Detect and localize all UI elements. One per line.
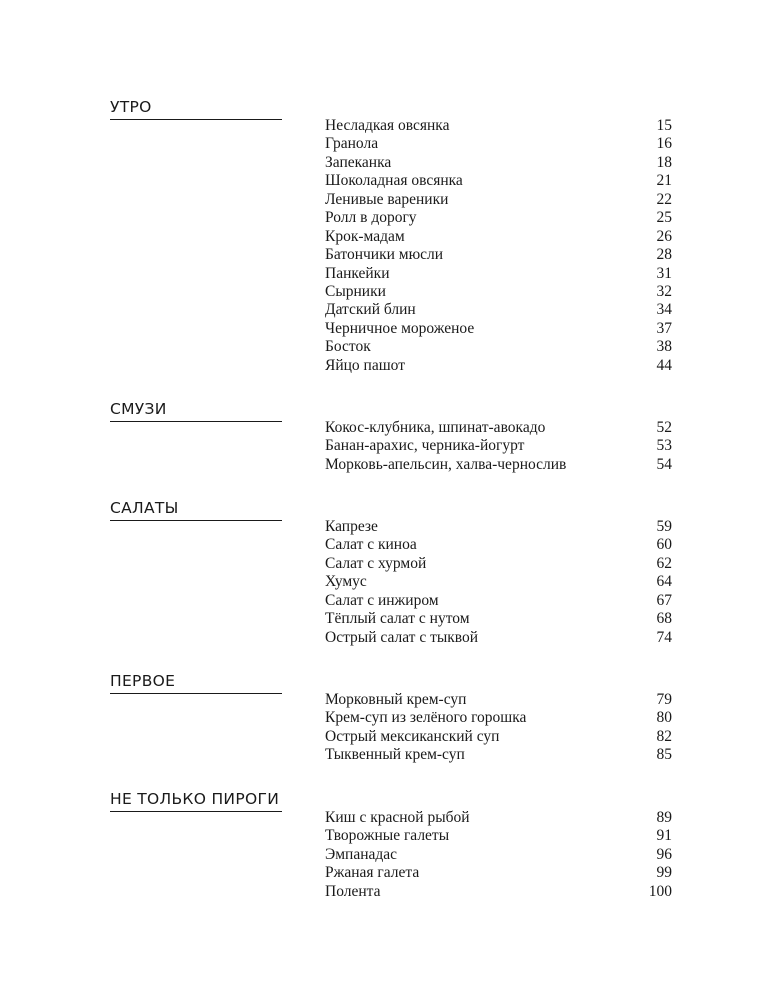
entry-title: Салат с инжиром [325, 591, 439, 609]
entry-title: Гранола [325, 135, 379, 153]
toc-entry[interactable] [325, 592, 672, 610]
entry-title: Черничное мороженое [325, 319, 475, 337]
entry-page-number: 34 [656, 301, 672, 319]
entry-title: Эмпанадас [325, 845, 398, 863]
entry-page-number: 32 [656, 282, 672, 300]
entry-page-number: 59 [656, 518, 672, 535]
entry-title: Ленивые вареники [325, 190, 449, 208]
section-title: СМУЗИ [110, 399, 282, 422]
toc-entry[interactable] [325, 265, 672, 283]
section-title: НЕ ТОЛЬКО ПИРОГИ [110, 789, 282, 812]
entry-page-number: 52 [656, 419, 672, 436]
section-items [325, 117, 672, 375]
toc-entry[interactable] [325, 246, 672, 264]
entry-title: Тыквенный крем-суп [325, 746, 465, 764]
entry-page-number: 74 [656, 628, 672, 646]
entry-page-number: 26 [656, 227, 672, 245]
toc-entry[interactable] [325, 573, 672, 591]
entry-title: Крем-суп из зелёного горошка [325, 709, 527, 727]
toc-entry[interactable] [325, 301, 672, 319]
toc-entry[interactable] [325, 283, 672, 301]
toc-entry[interactable] [325, 135, 672, 153]
entry-title: Острый салат с тыквой [325, 628, 479, 646]
entry-page-number: 60 [656, 536, 672, 554]
toc-entry[interactable] [325, 846, 672, 864]
entry-page-number: 37 [656, 319, 672, 337]
toc-entry[interactable] [325, 437, 672, 455]
entry-page-number: 38 [656, 338, 672, 356]
toc-entry[interactable] [325, 746, 672, 764]
section-items [325, 691, 672, 765]
toc-entry[interactable] [325, 357, 672, 375]
entry-title: Творожные галеты [325, 827, 450, 845]
entry-page-number: 89 [656, 809, 672, 826]
entry-title: Батончики мюсли [325, 246, 444, 264]
section-title: САЛАТЫ [110, 498, 282, 521]
entry-title: Яйцо пашот [325, 356, 405, 374]
entry-page-number: 80 [656, 709, 672, 727]
entry-title: Несладкая овсянка [325, 117, 450, 134]
entry-title: Кокос-клубника, шпинат-авокадо [325, 419, 546, 436]
entry-page-number: 54 [656, 455, 672, 473]
toc-entry[interactable] [325, 864, 672, 882]
toc-entry[interactable] [325, 209, 672, 227]
entry-page-number: 53 [656, 437, 672, 455]
entry-page-number: 67 [656, 591, 672, 609]
entry-title: Ржаная галета [325, 864, 420, 882]
toc-entry[interactable] [325, 117, 672, 135]
entry-title: Банан-арахис, черника-йогурт [325, 437, 525, 455]
entry-title: Босток [325, 338, 371, 356]
toc-entry[interactable] [325, 883, 672, 901]
entry-title: Тёплый салат с нутом [325, 610, 470, 628]
entry-title: Киш с красной рыбой [325, 809, 470, 826]
entry-title: Хумус [325, 573, 367, 591]
toc-entry[interactable] [325, 827, 672, 845]
entry-title: Салат с хурмой [325, 554, 427, 572]
toc-entry[interactable] [325, 728, 672, 746]
entry-page-number: 18 [656, 153, 672, 171]
toc-entry[interactable] [325, 536, 672, 554]
entry-page-number: 91 [656, 827, 672, 845]
toc-entry[interactable] [325, 518, 672, 536]
entry-title: Шоколадная овсянка [325, 172, 463, 190]
toc-entry[interactable] [325, 338, 672, 356]
entry-page-number: 96 [656, 845, 672, 863]
entry-page-number: 15 [656, 117, 672, 134]
entry-title: Капрезе [325, 518, 378, 535]
entry-page-number: 28 [656, 246, 672, 264]
entry-page-number: 85 [656, 746, 672, 764]
toc-entry[interactable] [325, 228, 672, 246]
entry-title: Запеканка [325, 153, 392, 171]
toc-entry[interactable] [325, 610, 672, 628]
entry-title: Салат с киноа [325, 536, 417, 554]
entry-title: Полента [325, 882, 381, 900]
section-items [325, 809, 672, 901]
entry-page-number: 79 [656, 691, 672, 708]
entry-page-number: 44 [656, 356, 672, 374]
toc-entry[interactable] [325, 555, 672, 573]
entry-page-number: 25 [656, 209, 672, 227]
entry-page-number: 68 [656, 610, 672, 628]
toc-entry[interactable] [325, 154, 672, 172]
toc-entry[interactable] [325, 320, 672, 338]
entry-page-number: 62 [656, 554, 672, 572]
toc-entry[interactable] [325, 691, 672, 709]
entry-page-number: 64 [656, 573, 672, 591]
toc-entry[interactable] [325, 809, 672, 827]
entry-page-number: 16 [656, 135, 672, 153]
entry-title: Крок-мадам [325, 227, 405, 245]
toc-entry[interactable] [325, 172, 672, 190]
section-title: ПЕРВОЕ [110, 671, 282, 694]
section-items [325, 518, 672, 647]
section-items [325, 419, 672, 474]
toc-entry[interactable] [325, 629, 672, 647]
entry-title: Морковный крем-суп [325, 691, 467, 708]
entry-page-number: 31 [656, 264, 672, 282]
entry-page-number: 82 [656, 727, 672, 745]
entry-title: Острый мексиканский суп [325, 727, 500, 745]
toc-entry[interactable] [325, 419, 672, 437]
toc-entry[interactable] [325, 456, 672, 474]
entry-page-number: 22 [656, 190, 672, 208]
entry-title: Ролл в дорогу [325, 209, 417, 227]
toc-entry[interactable] [325, 191, 672, 209]
section-title: УТРО [110, 97, 282, 120]
entry-title: Панкейки [325, 264, 390, 282]
entry-title: Датский блин [325, 301, 416, 319]
entry-page-number: 99 [656, 864, 672, 882]
entry-page-number: 21 [656, 172, 672, 190]
entry-page-number: 100 [648, 882, 672, 900]
toc-entry[interactable] [325, 709, 672, 727]
entry-title: Сырники [325, 282, 386, 300]
entry-title: Морковь-апельсин, халва-чернослив [325, 455, 567, 473]
